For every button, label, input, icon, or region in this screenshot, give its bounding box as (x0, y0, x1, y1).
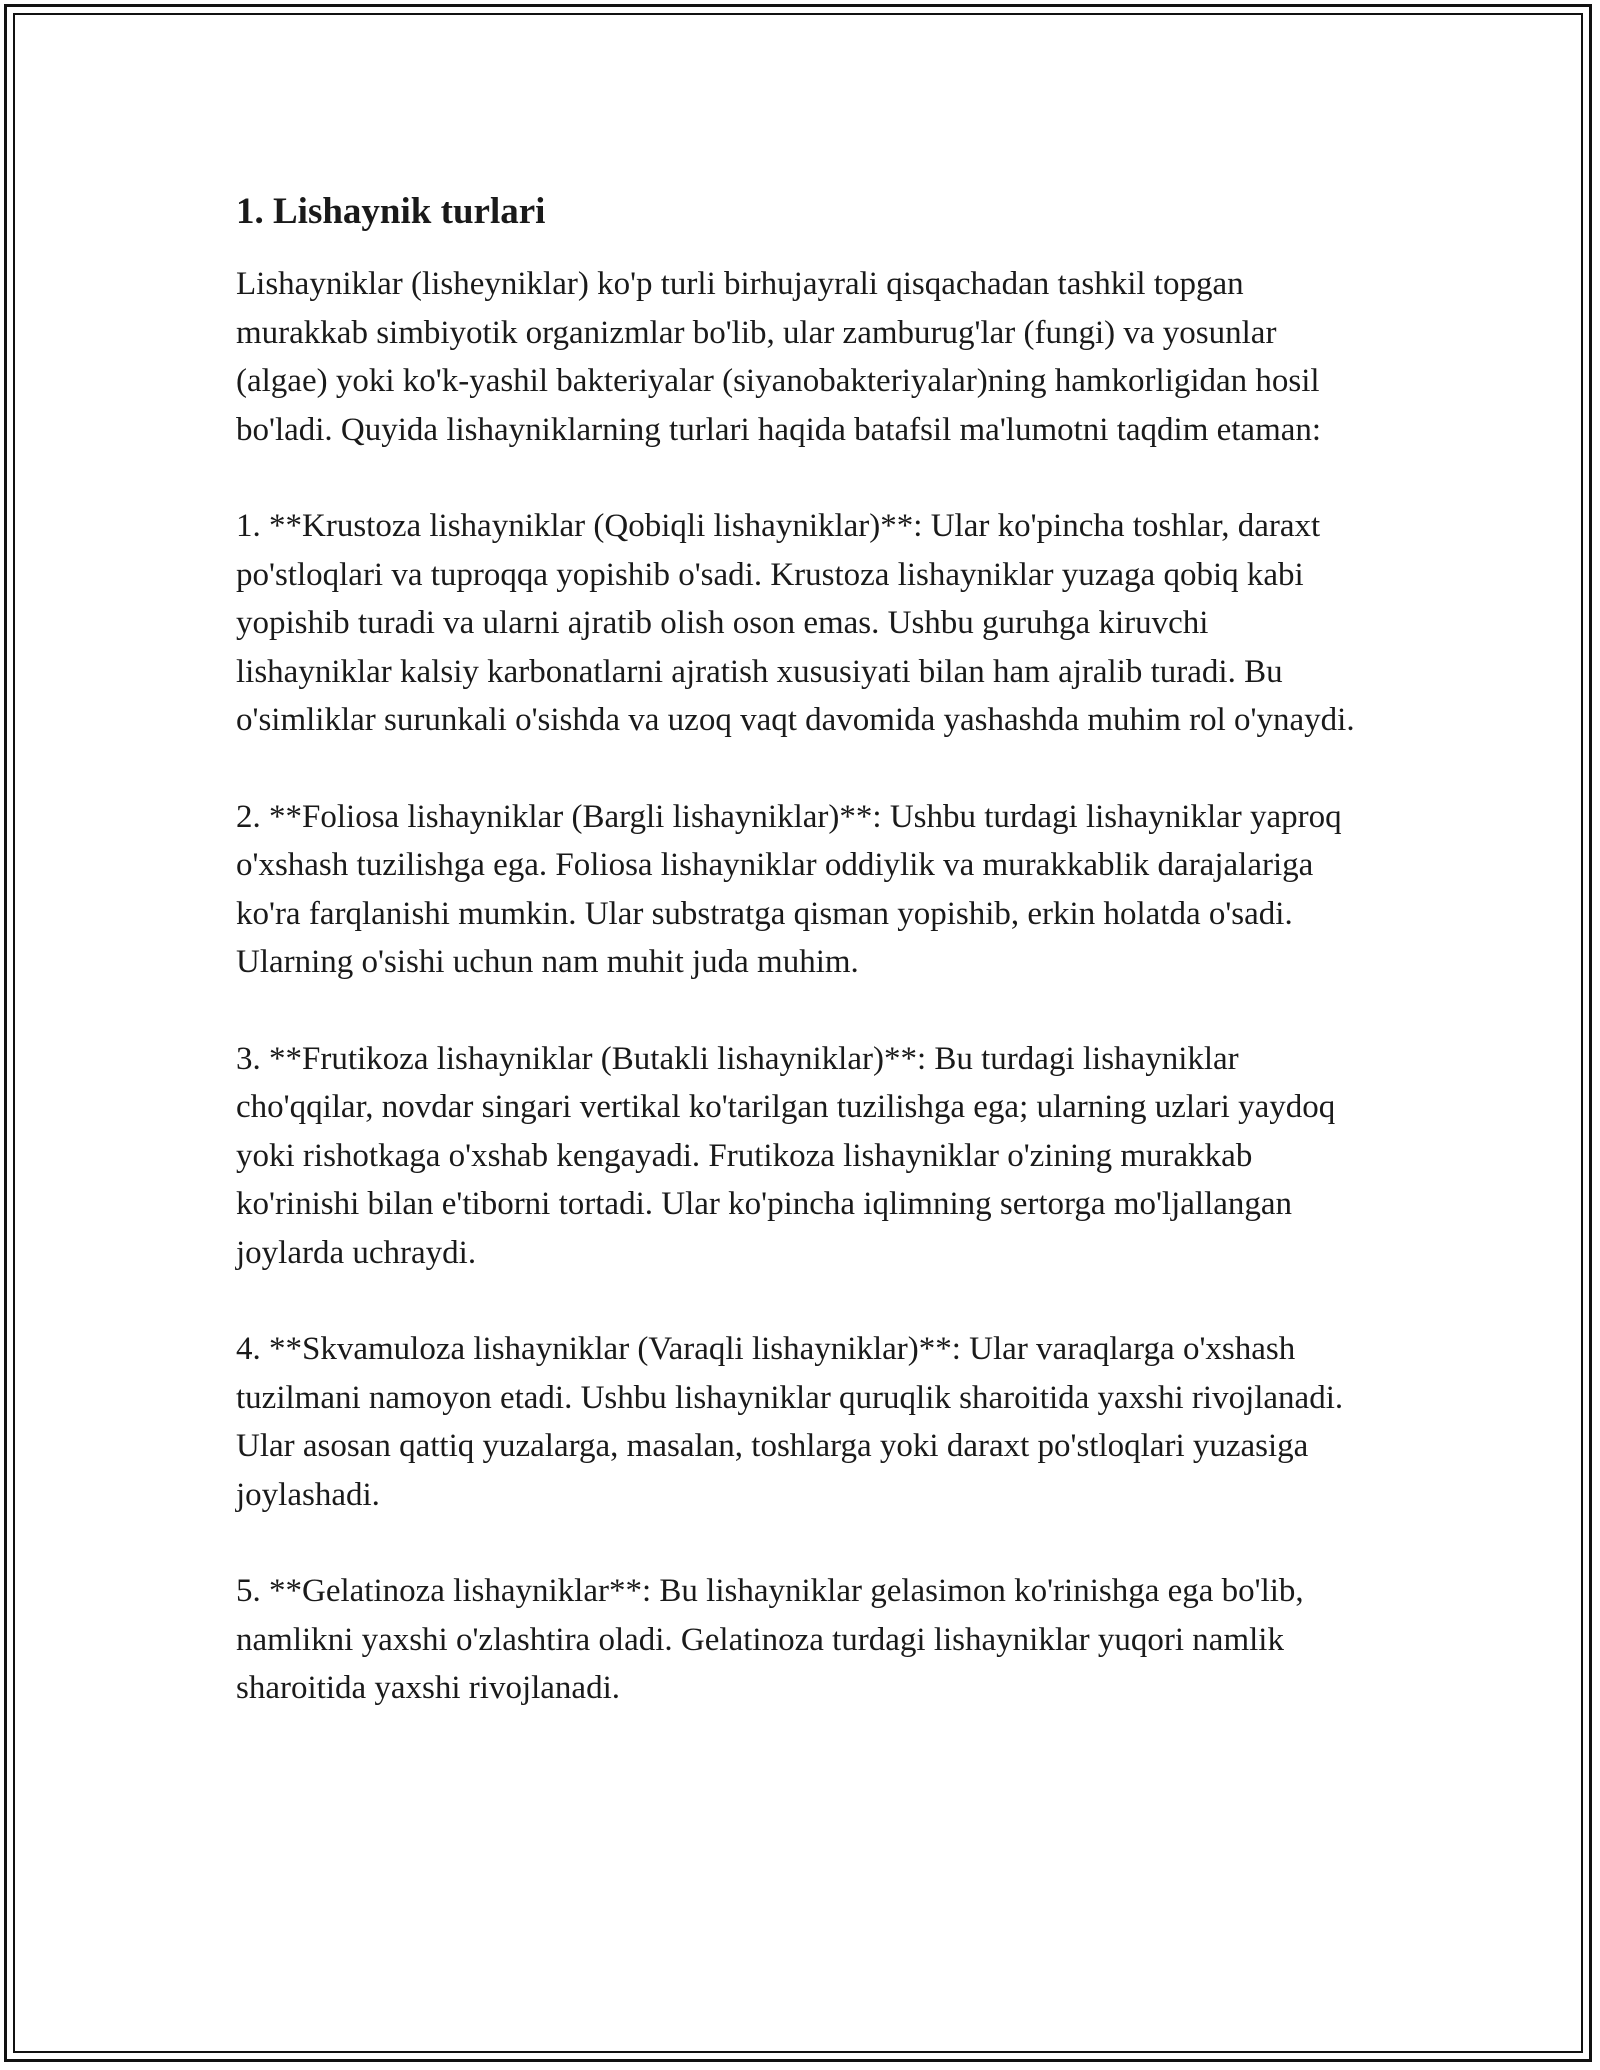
document-body (236, 186, 1366, 1761)
list-item-frutikoza: 3. **Frutikoza lishayniklar (Butakli lishayniklar)**: Bu turdagi lishayniklar cho'qqilar, novdar singari vertikal ko'tarilgan tuzilishga ega; ularning uzlari yaydoq yoki rishotkaga o'xshab kengayadi. Frutikoza lishayniklar o'zining murakkab ko'rinishi bilan e'tiborni tortadi. Ular ko'pincha iqlimning sertorga mo'ljallangan joylarda uchraydi. (236, 1040, 1336, 1271)
list-item-foliosa: 2. **Foliosa lishayniklar (Bargli lishayniklar)**: Ushbu turdagi lishayniklar yaproq o'xshash tuzilishga ega. Foliosa lishayniklar oddiylik va murakkablik darajalariga ko'ra farqlanishi mumkin. Ular substratga qisman yopishib, erkin holatda o'sadi. Ularning o'sishi uchun nam muhit juda muhim. (236, 798, 1342, 980)
section-heading: 1. Lishaynik turlari (236, 191, 546, 232)
list-item-skvamuloza: 4. **Skvamuloza lishayniklar (Varaqli lishayniklar)**: Ular varaqlarga o'xshash tuzilmani namoyon etadi. Ushbu lishayniklar quruqlik sharoitida yaxshi rivojlanadi. Ular asosan qattiq yuzalarga, masalan, toshlarga yoki daraxt po'stloqlari yuzasiga joylashadi. (236, 1331, 1344, 1513)
list-item-gelatinoza: 5. **Gelatinoza lishayniklar**: Bu lishayniklar gelasimon ko'rinishga ega bo'lib, namlikni yaxshi o'zlashtira oladi. Gelatinoza turdagi lishayniklar yuqori namlik sharoitida yaxshi rivojlanadi. (236, 1573, 1304, 1706)
list-item-krustoza: 1. **Krustoza lishayniklar (Qobiqli lishayniklar)**: Ular ko'pincha toshlar, daraxt po'stloqlari va tuproqqa yopishib o'sadi. Krustoza lishayniklar yuzaga qobiq kabi yopishib turadi va ularni ajratib olish oson emas. Ushbu guruhga kiruvchi lishayniklar kalsiy karbonatlarni ajratish xususiyati bilan ham ajralib turadi. Bu o'simliklar surunkali o'sishda va uzoq vaqt davomida yashashda muhim rol o'ynaydi. (236, 508, 1355, 738)
intro-paragraph: Lishayniklar (lisheyniklar) ko'p turli birhujayrali qisqachadan tashkil topgan murakkab simbiyotik organizmlar bo'lib, ular zamburug'lar (fungi) va yosunlar (algae) yoki ko'k-yashil bakteriyalar (siyanobakteriyalar)ning hamkorligidan hosil bo'ladi. Quyida lishayniklarning turlari haqida batafsil ma'lumotni taqdim etaman: (236, 266, 1322, 448)
